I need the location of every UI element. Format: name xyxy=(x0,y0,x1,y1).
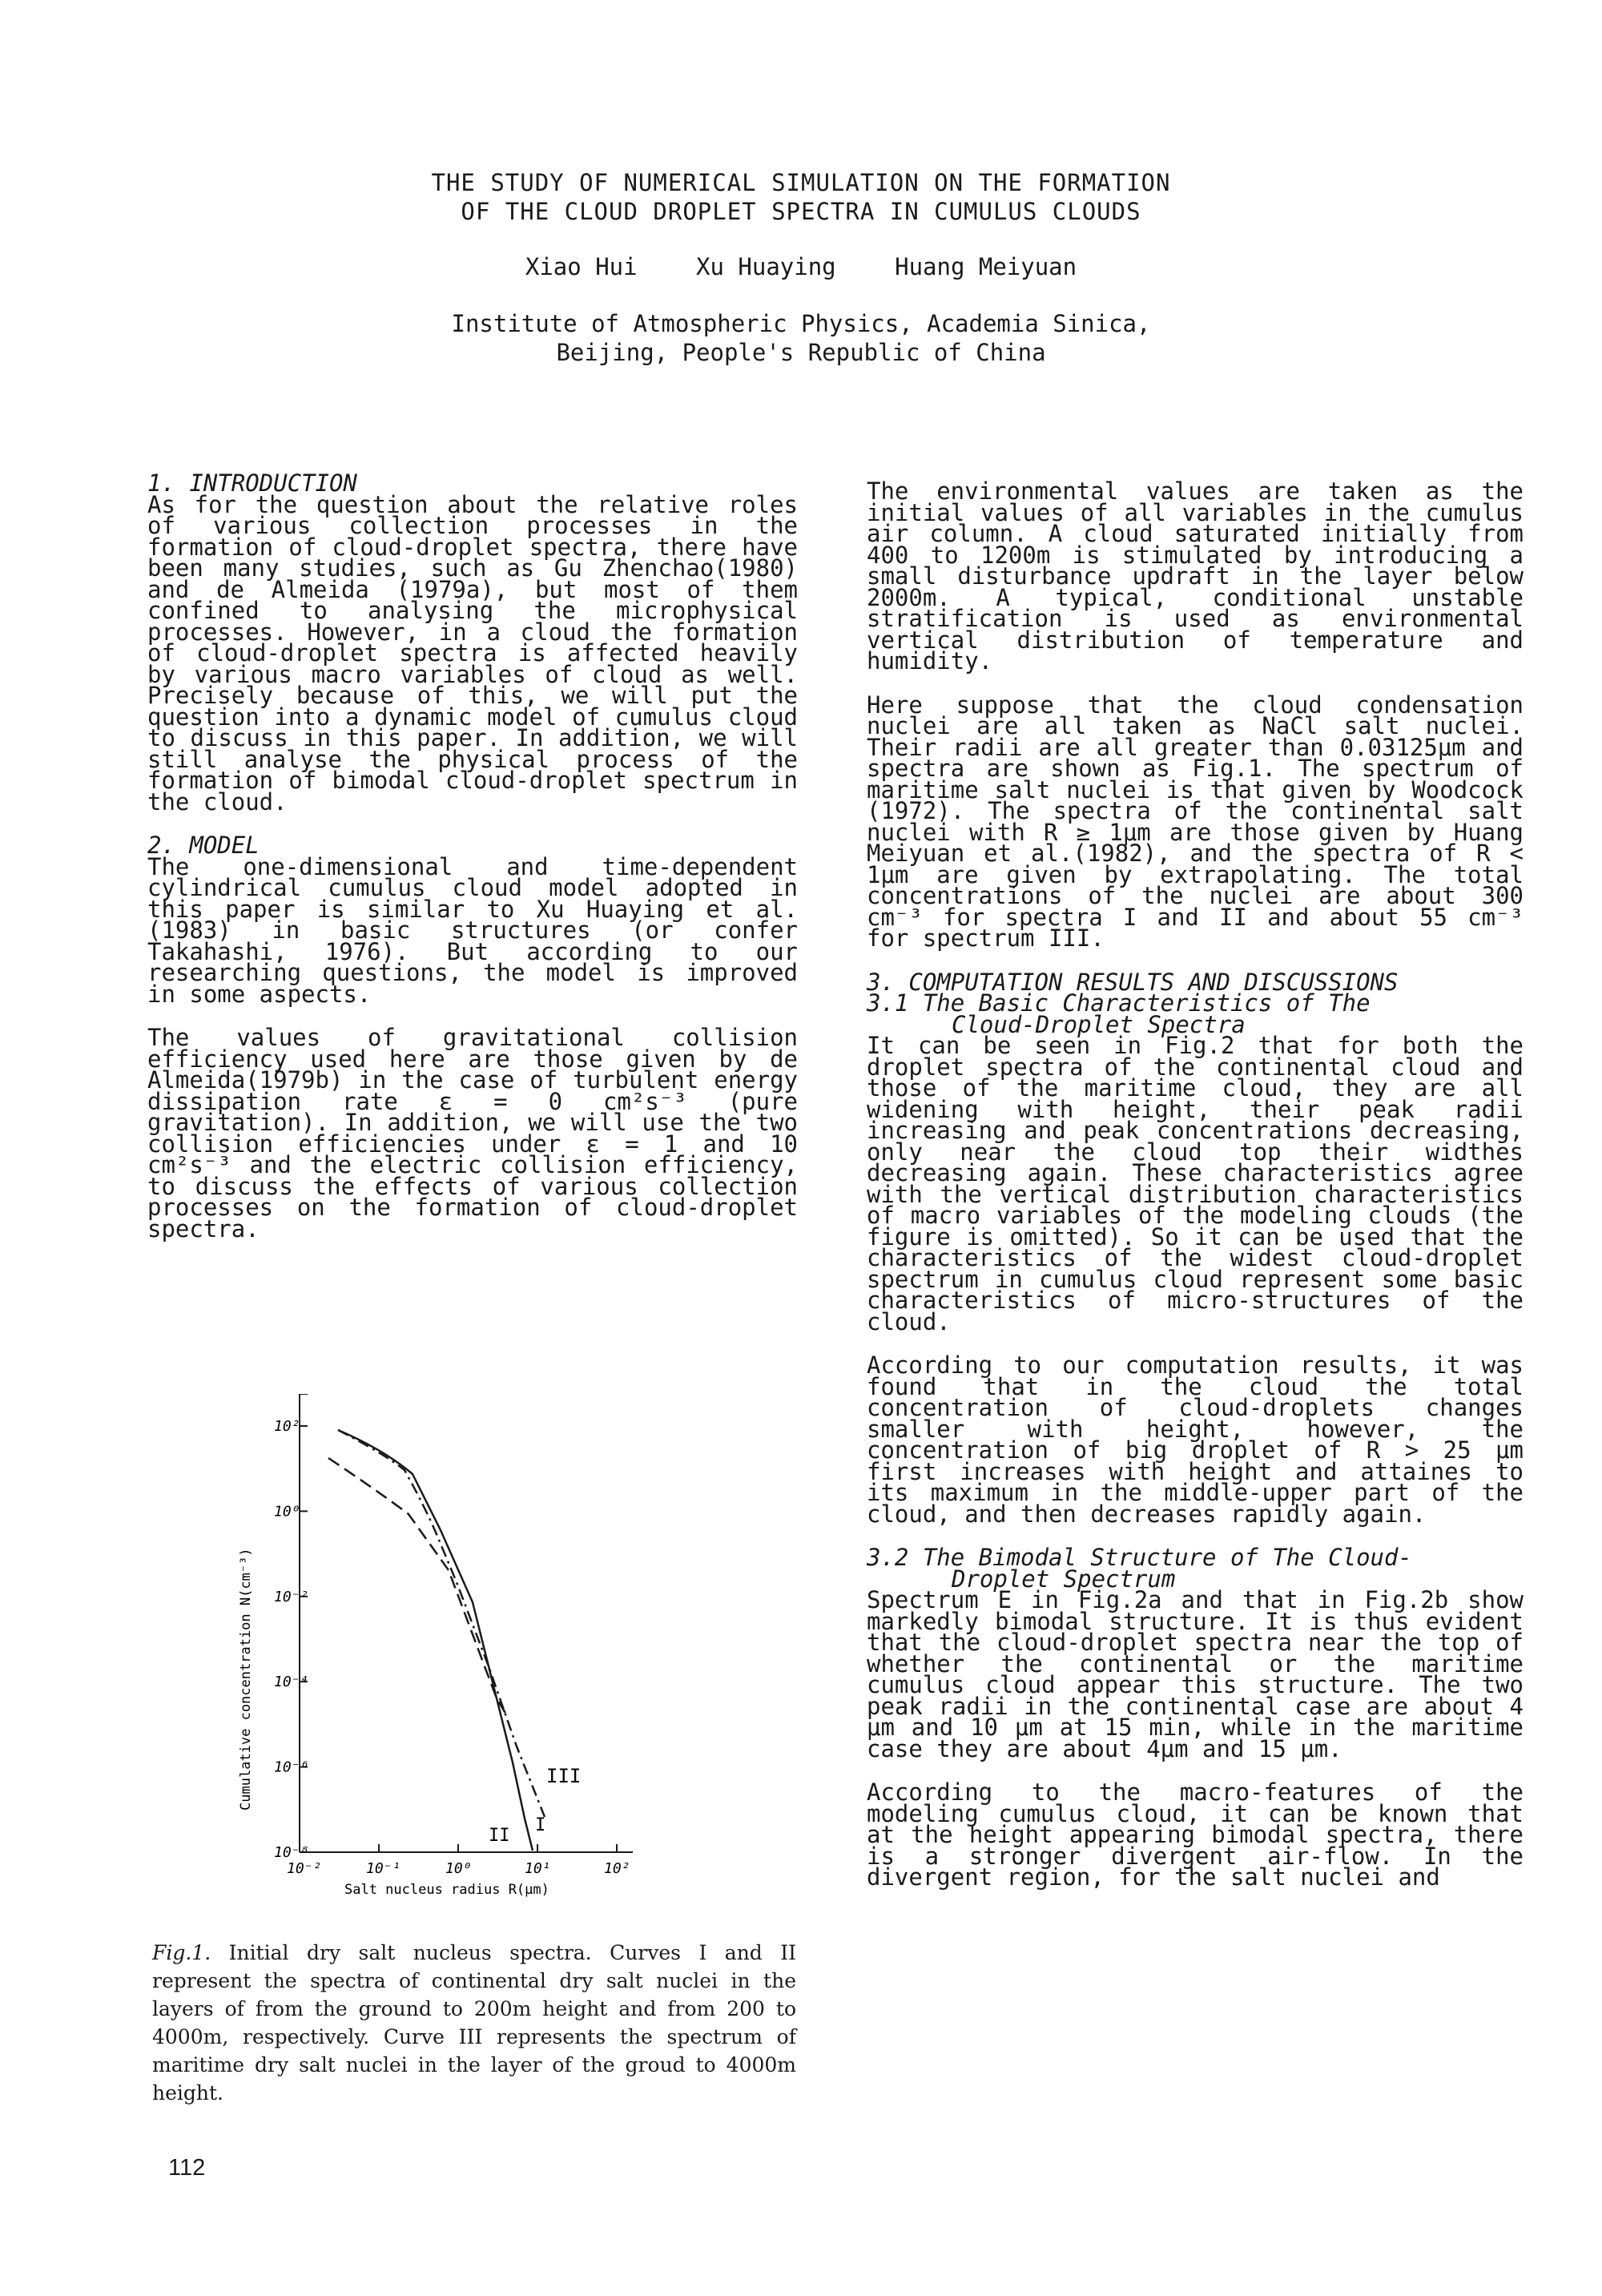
right-column xyxy=(867,477,1524,1891)
y-tick-label: 10² xyxy=(274,1418,300,1435)
curve-ii xyxy=(338,1430,545,1817)
curve-iii xyxy=(328,1458,506,1714)
page-number: 112 xyxy=(168,2155,206,2181)
x-axis-label: Salt nucleus radius R(μm) xyxy=(344,1882,549,1898)
subsection-heading-3-1a: 3.1 The Basic Characteristics of The xyxy=(867,989,1371,1017)
y-tick-label: 10⁻⁸ xyxy=(274,1844,309,1861)
author-name: Xiao Hui xyxy=(525,253,638,280)
y-tick-label: 10⁻² xyxy=(274,1588,309,1605)
curve-label-i: I xyxy=(535,1815,546,1835)
paragraph-bimodal: Spectrum E in Fig.2a and that in Fig.2b show markedly bimodal structure. It is thus evident that the cloud-droplet spectra near the top of whether the continental or the maritime cumulus cloud appear this structure. The two peak radii in the continental case are about 4 μm and 10 μm at 15 min, while in the maritime case they are about 4μm and 15 μm. xyxy=(867,1586,1524,1762)
x-tick-label: 10⁰ xyxy=(445,1860,472,1877)
curve-i xyxy=(338,1430,533,1851)
left-column xyxy=(147,469,798,1243)
paragraph-basic-characteristics: It can be seen in Fig.2 that for both the droplet spectra of the continental cloud and those of the maritime cloud, they are all widening with height, their peak radii increasing and peak concentrations decreasing, only near the cloud top their widthes decreasing again. These characteristics agree with the vertical distribution characteristics of macro variables of the modeling clouds (the figure is omitted). So it can be used that the characteristics of the widest cloud-droplet spectrum in cumulus cloud represent some basic characteristics of micro-structures of the cloud. xyxy=(867,1032,1524,1335)
paragraph-divergent: According to the macro-features of the modeling cumulus cloud, it can be known that at the height appearing bimodal spectra, there is a stronger divergent air-flow. In the divergent region, for the salt nuclei and xyxy=(867,1778,1524,1891)
author-name: Xu Huaying xyxy=(696,253,836,280)
section-heading-introduction: 1. INTRODUCTION xyxy=(147,469,357,497)
institution-line-2: Beijing, People's Republic of China xyxy=(556,339,1046,366)
paragraph-concentration: According to our computation results, it was found that in the cloud the total concentration of cloud-droplets changes smaller with height, however, the concentration of big droplet of R > 25 μm first increases with height and attaines to its maximum in the middle-upper part of the cloud, and then decreases rapidly again. xyxy=(867,1351,1524,1528)
paper-title-line-2: OF THE CLOUD DROPLET SPECTRA IN CUMULUS CLOUDS xyxy=(461,198,1141,225)
paragraph-introduction: As for the question about the relative roles of various collection processes in the formation of cloud-droplet spectra, there have been many studies, such as Gu Zhenchao(1980) and de Almeida (1979a), but most of them confined to analysing the microphysical processes. However, in a cloud the formation of cloud-droplet spectra is affected heavily by various macro variables of cloud as well. Precisely because of this, we will put the question into a dynamic model of cumulus cloud to discuss in this paper. In addition, we will still analyse the physical process of the formation of bimodal cloud-droplet spectrum in the cloud. xyxy=(147,490,798,816)
x-tick-label: 10² xyxy=(604,1860,630,1877)
subsection-heading-3-2a: 3.2 The Bimodal Structure of The Cloud- xyxy=(867,1544,1412,1571)
subsection-heading-3-2b: Droplet Spectrum xyxy=(952,1565,1176,1593)
section-heading-model: 2. MODEL xyxy=(147,832,260,859)
paragraph-model-1: The one-dimensional and time-dependent cylindrical cumulus cloud model adopted in this paper is similar to Xu Huaying et al.(1983) in basic structures (or confer Takahashi, 1976). But according to our researching questions, the model is improved in some aspects. xyxy=(147,852,798,1008)
paragraph-model-2: The values of gravitational collision efficiency used here are those given by de Almeida(1979b) in the case of turbulent energy dissipation rate ε = 0 cm²s⁻³ (pure gravitation). In addition, we will use the two collision efficiencies under ε = 1 and 10 cm²s⁻³ and the electric collision efficiency, to discuss the effects of various collection processes on the formation of cloud-droplet spectra. xyxy=(147,1024,798,1243)
paragraph-nuclei: Here suppose that the cloud condensation nuclei are all taken as NaCl salt nuclei. Their radii are all greater than 0.03125μm and spectra are shown as Fig.1. The spectrum of maritime salt nuclei is that given by Woodcock (1972). The spectra of the continental salt nuclei with R ≥ 1μm are those given by Huang Meiyuan et al.(1982), and the spectra of R < 1μm are given by extrapolating. The total concentrations of the nuclei are about 300 cm⁻³ for spectra I and II and about 55 cm⁻³ for spectrum III. xyxy=(867,691,1524,952)
subsection-heading-3-1b: Cloud-Droplet Spectra xyxy=(952,1010,1246,1038)
paper-title-line-1: THE STUDY OF NUMERICAL SIMULATION ON THE FORMATION xyxy=(431,169,1171,196)
figure-caption-label: Fig.1. xyxy=(152,1941,211,1964)
curve-label-ii: II xyxy=(489,1826,510,1846)
figure-1-chart xyxy=(216,1394,665,1907)
x-tick-label: 10⁻² xyxy=(287,1860,322,1877)
paragraph-environment: The environmental values are taken as the initial values of all variables in the cumulus air column. A cloud saturated initially from 400 to 1200m is stimulated by introducing a small disturbance updraft in the layer below 2000m. A typical, conditional unstable stratification is used as environmental vertical distribution of temperature and humidity. xyxy=(867,477,1524,675)
author-name: Huang Meiyuan xyxy=(895,253,1077,280)
x-tick-label: 10⁻¹ xyxy=(366,1860,401,1877)
figure-1-caption xyxy=(152,1939,796,2107)
y-tick-label: 10⁻⁶ xyxy=(274,1758,309,1776)
y-tick-label: 10⁻⁴ xyxy=(274,1674,309,1691)
author-list xyxy=(0,253,1602,280)
x-tick-label: 10¹ xyxy=(525,1860,551,1877)
curve-label-iii: III xyxy=(546,1765,582,1787)
section-heading-results: 3. COMPUTATION RESULTS AND DISCUSSIONS xyxy=(867,968,1399,996)
y-tick-label: 10⁰ xyxy=(274,1503,300,1521)
institution-line-1: Institute of Atmospheric Physics, Academia Sinica, xyxy=(451,310,1151,337)
figure-caption-text: Initial dry salt nucleus spectra. Curves I and II represent the spectra of continental dry salt nuclei in the layers of from the ground to 200m height and from 200 to 4000m, respectively. Curve III represents the spectrum of maritime dry salt nuclei in the layer of the groud to 4000m height. xyxy=(152,1941,797,2105)
y-axis-label: Cumulative concentration N(cm⁻³) xyxy=(238,1548,254,1811)
